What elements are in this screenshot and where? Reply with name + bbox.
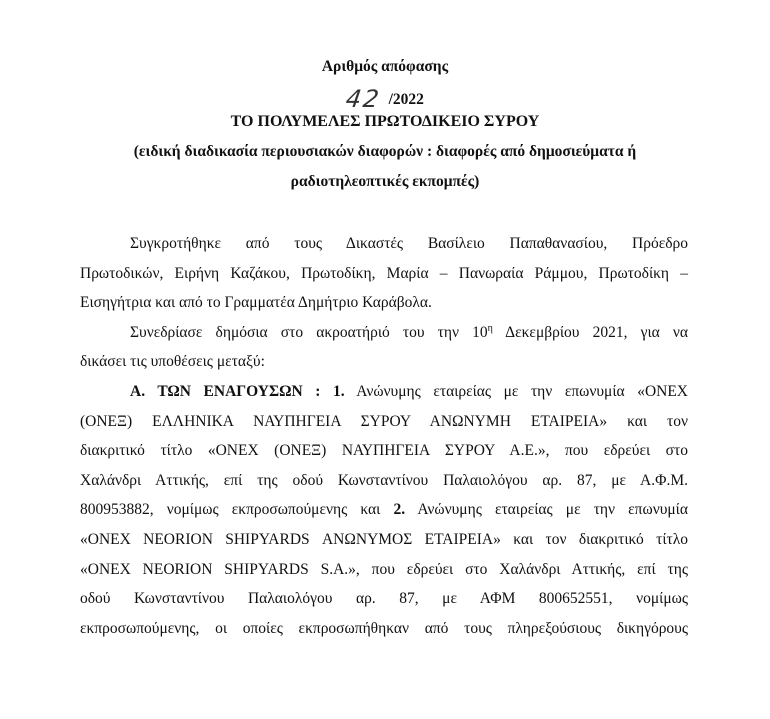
session-line-2: δικάσει τις υποθέσεις μεταξύ: — [80, 353, 265, 371]
plaintiffs-line-5-text: 800953882, νομίμως εκπροσωπούμενης και — [80, 501, 394, 519]
session-paragraph — [80, 318, 688, 377]
plaintiffs-heading: Α. ΤΩΝ ΕΝΑΓΟΥΣΩΝ : 1. — [130, 382, 345, 400]
ordinal-suffix: η — [487, 322, 493, 334]
procedure-line-2: ραδιοτηλεοπτικές εκπομπές) — [290, 173, 480, 190]
plaintiffs-line-1-text: Ανώνυμης εταιρείας με την επωνυμία «ΟΝΕΧ — [344, 382, 688, 400]
court-name: ΤΟ ΠΟΛΥΜΕΛΕΣ ΠΡΩΤΟΔΙΚΕΙΟ ΣΥΡΟΥ — [230, 113, 540, 130]
plaintiffs-line-5-end: Ανώνυμης εταιρείας με την επωνυμία — [405, 501, 688, 519]
plaintiffs-line-9: εκπροσωπούμενης, οι οποίες εκπροσωπήθηκαν από τους πληρεξούσιους δικηγόρους — [80, 619, 688, 637]
plaintiffs-line-3: διακριτικό τίτλο «ΟΝΕΧ (ΟΝΕΞ) ΝΑΥΠΗΓΕΙΑ ΣΥΡΟΥ Α.Ε.», που εδρεύει στο — [80, 442, 688, 460]
plaintiffs-line-7: «ONEX NEORION SHIPYARDS S.A.», που εδρεύει στο Χαλάνδρι Αττικής, επί της — [80, 560, 688, 578]
plaintiffs-paragraph — [80, 377, 688, 643]
decision-number-line — [0, 82, 770, 113]
session-text: Συνεδρίασε δημόσια στο ακροατήριό του την 10 — [130, 323, 488, 341]
plaintiffs-line-4: Χαλάνδρι Αττικής, επί της οδού Κωνσταντίνου Παλαιολόγου αρ. 87, με Α.Φ.Μ. — [80, 471, 688, 489]
plaintiffs-line-6: «ONEX NEORION SHIPYARDS ΑΝΩΝΥΜΟΣ ΕΤΑΙΡΕΙΑ» και τον διακριτικό τίτλο — [80, 530, 688, 548]
decision-year: /2022 — [388, 91, 424, 108]
composition-paragraph — [80, 229, 688, 318]
document-body — [80, 229, 688, 643]
handwritten-decision-number: 42 — [344, 85, 383, 113]
session-line-1 — [80, 318, 688, 348]
composition-line-1: Συγκροτήθηκε από τους Δικαστές Βασίλειο Παπαθανασίου, Πρόεδρο — [130, 235, 688, 252]
composition-line-3: Εισηγήτρια και από το Γραμματέα Δημήτριο Καράβολα. — [80, 294, 432, 312]
procedure-line-1: (ειδική διαδικασία περιουσιακών διαφορών : διαφορές από δημοσιεύματα ή — [133, 143, 637, 160]
decision-label: Αριθμός απόφασης — [321, 58, 449, 75]
plaintiffs-line-1 — [80, 377, 688, 407]
composition-line-2: Πρωτοδικών, Ειρήνη Καζάκου, Πρωτοδίκη, Μαρία – Πανωραία Ράμμου, Πρωτοδίκη – — [80, 264, 688, 282]
plaintiffs-line-2: (ΟΝΕΞ) ΕΛΛΗΝΙΚΑ ΝΑΥΠΗΓΕΙΑ ΣΥΡΟΥ ΑΝΩΝΥΜΗ ΕΤΑΙΡΕΙΑ» και τον — [80, 412, 688, 430]
session-text-end: Δεκεμβρίου 2021, για να — [492, 323, 688, 341]
plaintiffs-line-5 — [80, 495, 688, 525]
second-plaintiff-number: 2. — [393, 501, 406, 519]
plaintiffs-line-8: οδού Κωνσταντίνου Παλαιολόγου αρ. 87, με ΑΦΜ 800652551, νομίμως — [80, 590, 688, 608]
